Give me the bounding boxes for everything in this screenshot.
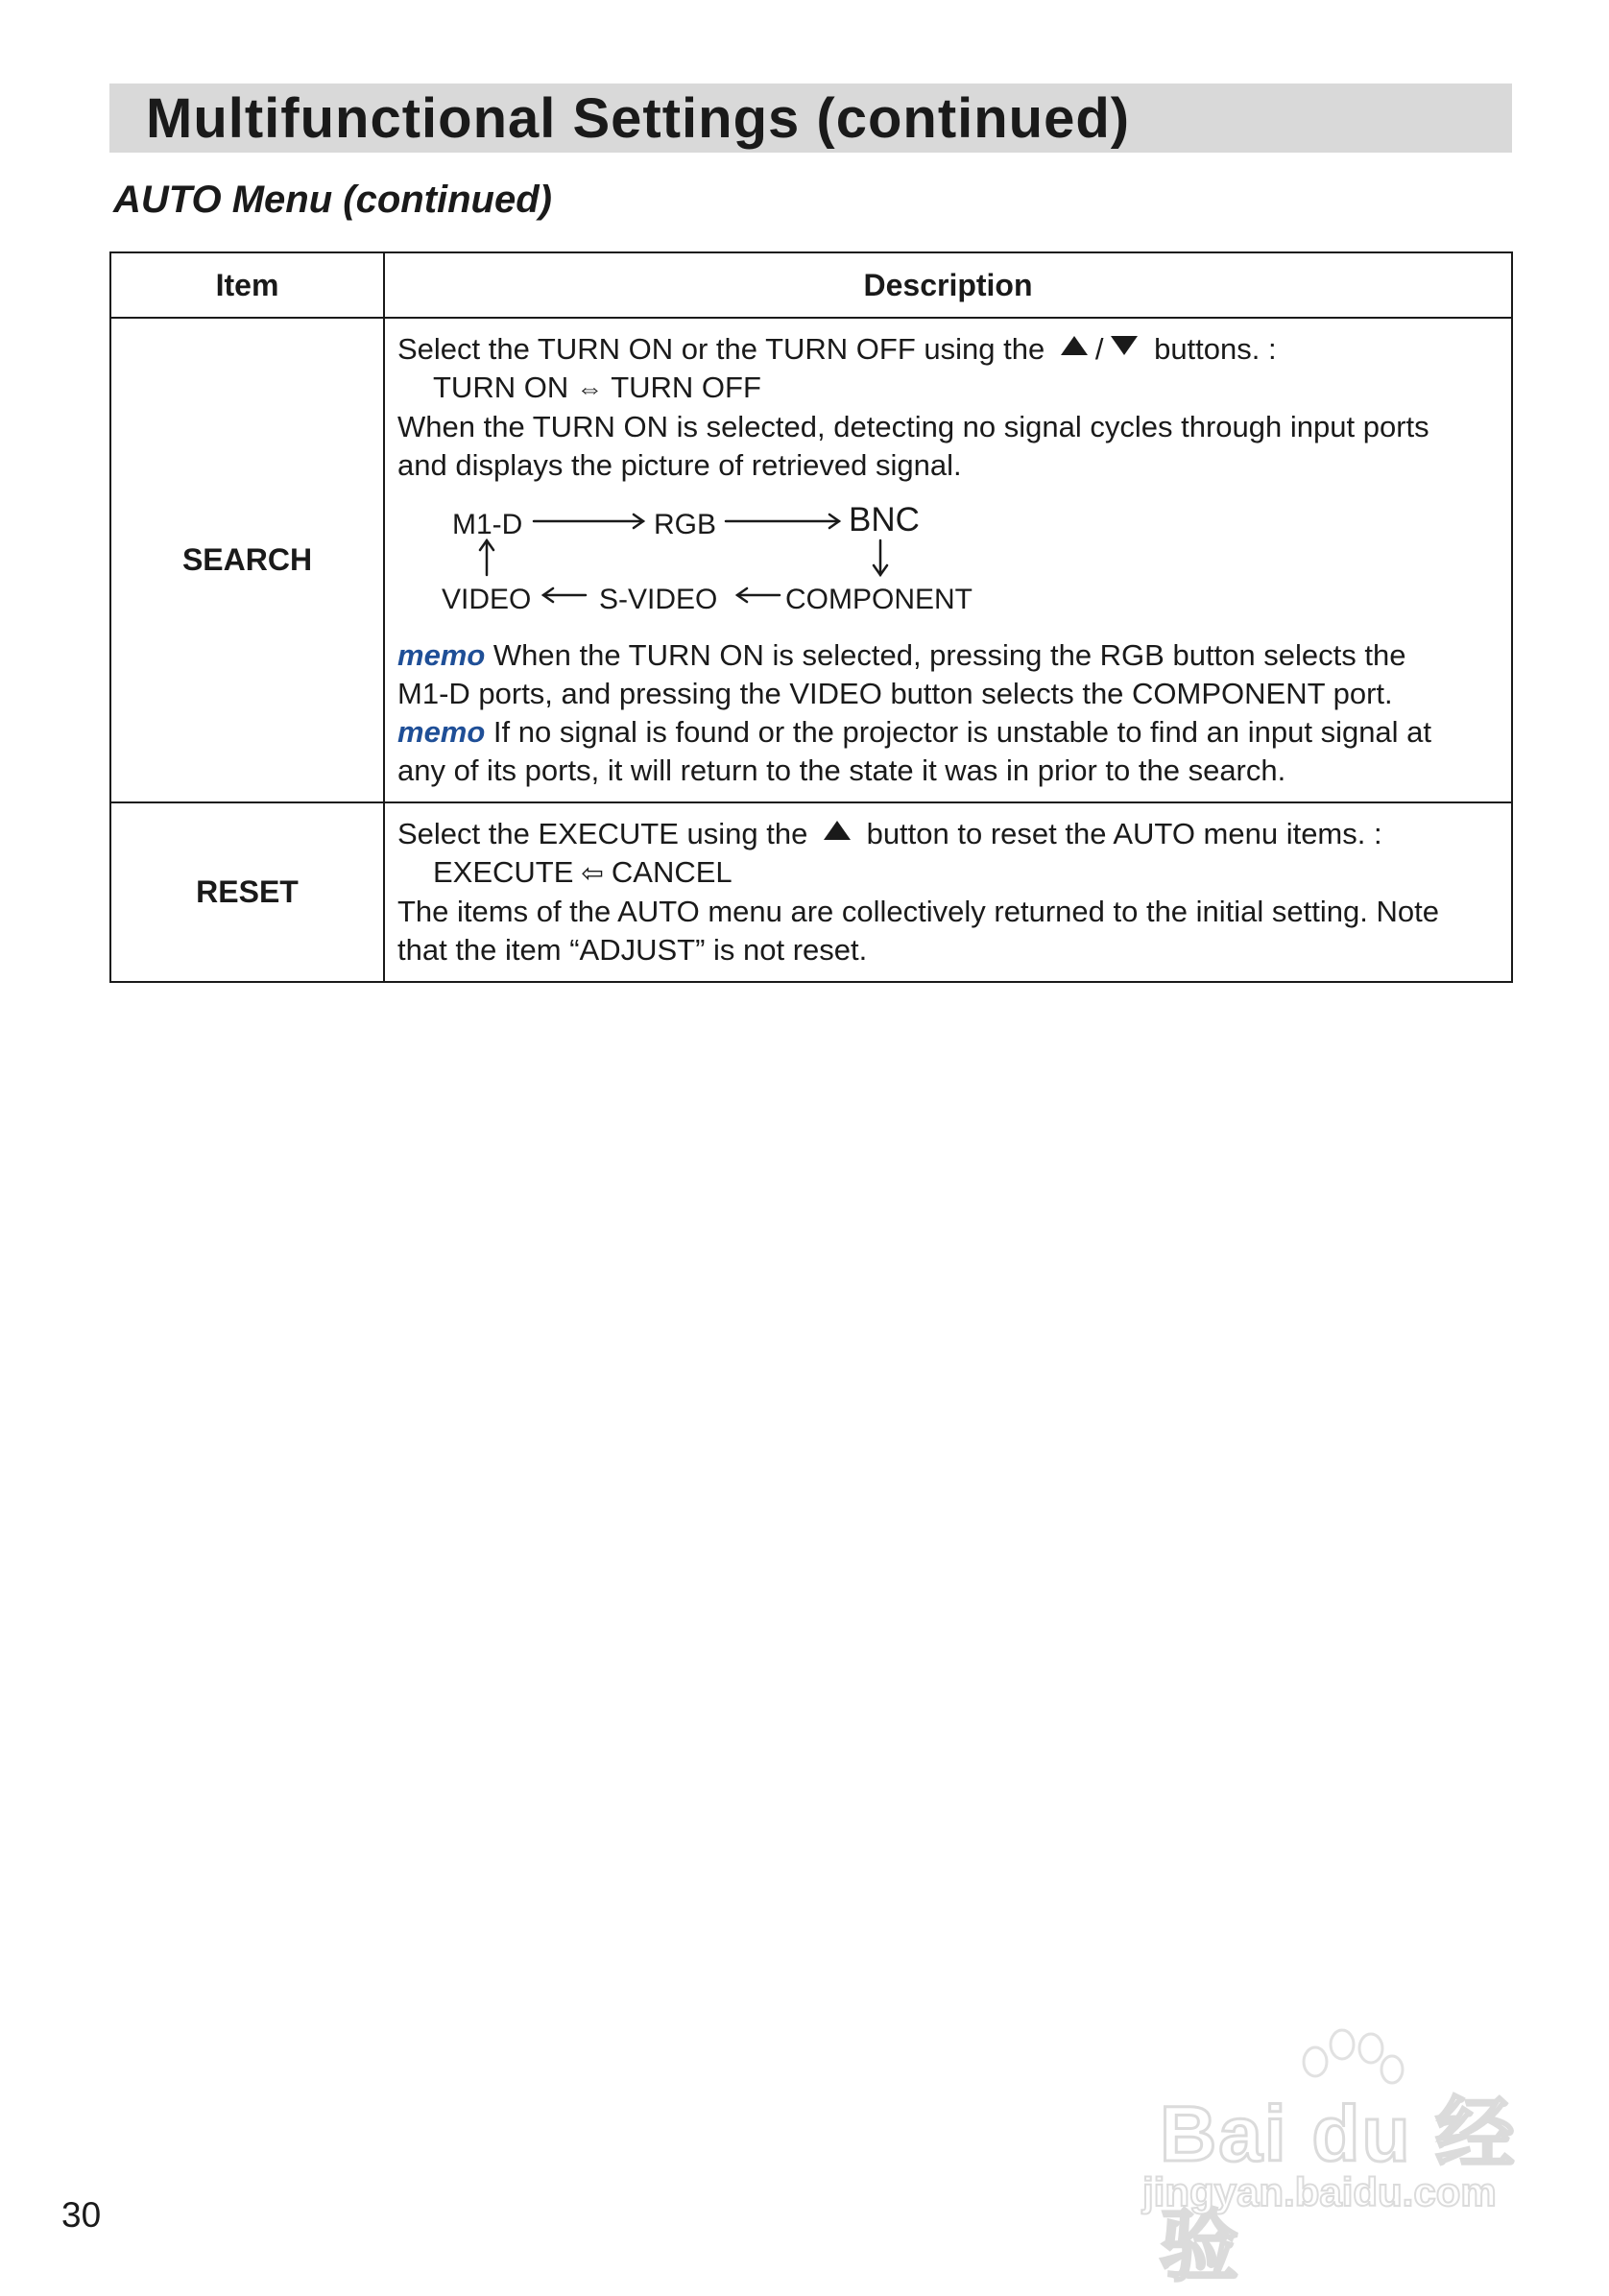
memo-2-line-1: memo If no signal is found or the projector is unstable to find an input signal at bbox=[397, 715, 1432, 749]
memo-1-line-1: memo When the TURN ON is selected, pressing the RGB button selects the bbox=[397, 638, 1406, 672]
flow-rgb: RGB bbox=[654, 509, 717, 540]
flow-video: VIDEO bbox=[442, 584, 532, 615]
memo-label: memo bbox=[397, 638, 486, 672]
memo-1-line-2: M1-D ports, and pressing the VIDEO button selects the COMPONENT port. bbox=[397, 677, 1393, 710]
memo-label: memo bbox=[397, 715, 486, 749]
description-search bbox=[384, 318, 1512, 802]
flow-bnc: BNC bbox=[849, 501, 920, 538]
page-title: Multifunctional Settings (continued) bbox=[146, 87, 1131, 150]
search-line-3: When the TURN ON is selected, detecting no signal cycles through input ports bbox=[397, 410, 1429, 443]
reset-options: EXECUTE ⇦ CANCEL bbox=[397, 853, 1498, 893]
reset-line-1: Select the EXECUTE using the button to reset the AUTO menu items. : bbox=[397, 817, 1382, 850]
description-reset bbox=[384, 802, 1512, 982]
reset-line-4: that the item “ADJUST” is not reset. bbox=[397, 933, 868, 967]
baidu-watermark bbox=[1142, 2033, 1526, 2290]
down-triangle-icon bbox=[1111, 336, 1138, 355]
double-arrow-icon: ⇔ bbox=[576, 373, 604, 403]
flow-svideo: S-VIDEO bbox=[599, 584, 718, 615]
item-search: SEARCH bbox=[110, 318, 384, 802]
flow-component: COMPONENT bbox=[785, 584, 973, 615]
up-triangle-icon bbox=[824, 821, 851, 840]
flow-arrows bbox=[397, 498, 1069, 627]
memo-2-line-2: any of its ports, it will return to the state it was in prior to the search. bbox=[397, 753, 1286, 787]
item-reset: RESET bbox=[110, 802, 384, 982]
left-arrow-icon: ⇦ bbox=[581, 858, 604, 888]
up-triangle-icon bbox=[1061, 336, 1088, 355]
section-title: AUTO Menu (continued) bbox=[113, 179, 552, 221]
table-row-reset bbox=[110, 802, 1512, 982]
reset-line-3: The items of the AUTO menu are collectively returned to the initial setting. Note bbox=[397, 895, 1439, 928]
search-line-1: Select the TURN ON or the TURN OFF using the / buttons. : bbox=[397, 332, 1277, 366]
search-options: TURN ON ⇔ TURN OFF bbox=[397, 369, 1498, 408]
search-line-4: and displays the picture of retrieved signal. bbox=[397, 448, 962, 482]
watermark-url: jingyan.baidu.com bbox=[1142, 2169, 1497, 2214]
table-header-row bbox=[110, 252, 1512, 318]
header-description: Description bbox=[384, 252, 1512, 318]
table-row-search bbox=[110, 318, 1512, 802]
watermark-logo: Bai du 经验 bbox=[1160, 2091, 1517, 2290]
auto-menu-table bbox=[109, 251, 1513, 983]
flow-m1d: M1-D bbox=[452, 509, 523, 540]
search-cycle-diagram bbox=[397, 498, 1498, 627]
header-item: Item bbox=[110, 252, 384, 318]
title-bar bbox=[109, 84, 1512, 153]
page-number: 30 bbox=[61, 2195, 102, 2235]
